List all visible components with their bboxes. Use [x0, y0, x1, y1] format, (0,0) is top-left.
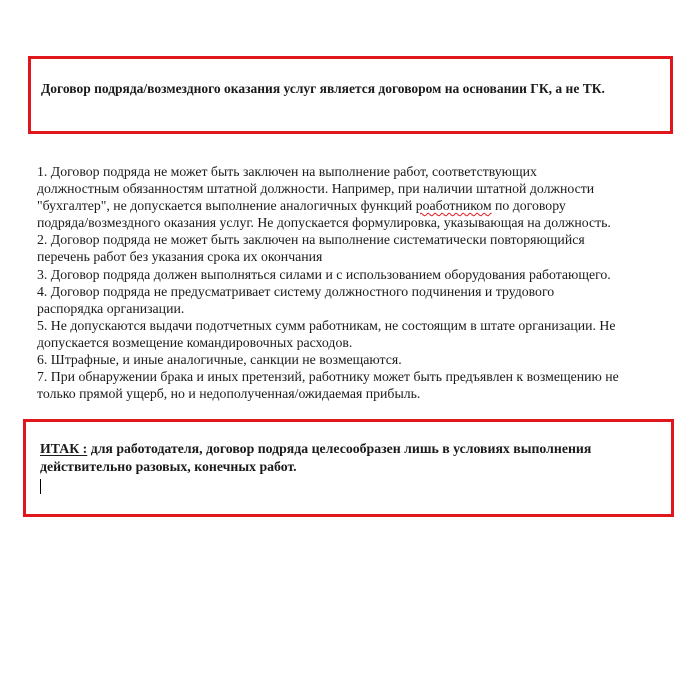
body-line-6: перечень работ без указания срока их окончания	[37, 249, 323, 265]
misspelled-word: роаботником	[415, 198, 492, 214]
body-line-7: 3. Договор подряда должен выполняться силами и с использованием оборудования работающего.	[37, 266, 611, 282]
body-line-3-start: "бухгалтер", не допускается выполнение аналогичных функций	[37, 198, 416, 214]
body-line-13: 7. При обнаружении брака и иных претензий, работнику может быть предъявлен к возмещению не	[37, 369, 619, 385]
conclusion-line-2: действительно разовых, конечных работ.	[40, 459, 297, 474]
body-line-1: 1. Договор подряда не может быть заключен на выполнение работ, соответствующих	[37, 164, 537, 179]
conclusion-line-1	[40, 440, 591, 458]
document-body	[37, 163, 677, 402]
body-line-12: 6. Штрафные, и иные аналогичные, санкции не возмещаются.	[37, 352, 402, 368]
conclusion-text	[40, 440, 591, 476]
text-cursor[interactable]	[40, 479, 41, 494]
summary-statement: Договор подряда/возмездного оказания услуг является договором на основании ГК, а не ТК.	[41, 81, 605, 96]
body-line-3	[37, 197, 677, 214]
body-line-14: только прямой ущерб, но и недополученная/ожидаемая прибыль.	[37, 386, 421, 402]
body-line-8: 4. Договор подряда не предусматривает систему должностного подчинения и трудового	[37, 283, 555, 299]
body-line-5: 2. Договор подряда не может быть заключен на выполнение систематически повторяющийся	[37, 232, 585, 248]
conclusion-line-1-rest: для работодателя, договор подряда целесообразен лишь в условиях выполнения	[87, 441, 592, 456]
highlight-box-bottom	[23, 419, 674, 517]
highlight-box-top	[28, 56, 673, 134]
body-line-11: допускается возмещение командировочных расходов.	[37, 334, 353, 350]
conclusion-label: ИТАК :	[40, 441, 88, 456]
body-line-2: должностным обязанностям штатной должности. Например, при наличии штатной должности	[37, 181, 595, 197]
body-line-4: подряда/возмездного оказания услуг. Не допускается формулировка, указывающая на должность.	[37, 215, 611, 231]
body-line-10: 5. Не допускаются выдачи подотчетных сумм работникам, не состоящим в штате организации. Не	[37, 317, 616, 333]
body-line-3-end: по договору	[491, 198, 566, 214]
body-line-9: распорядка организации.	[37, 300, 185, 316]
